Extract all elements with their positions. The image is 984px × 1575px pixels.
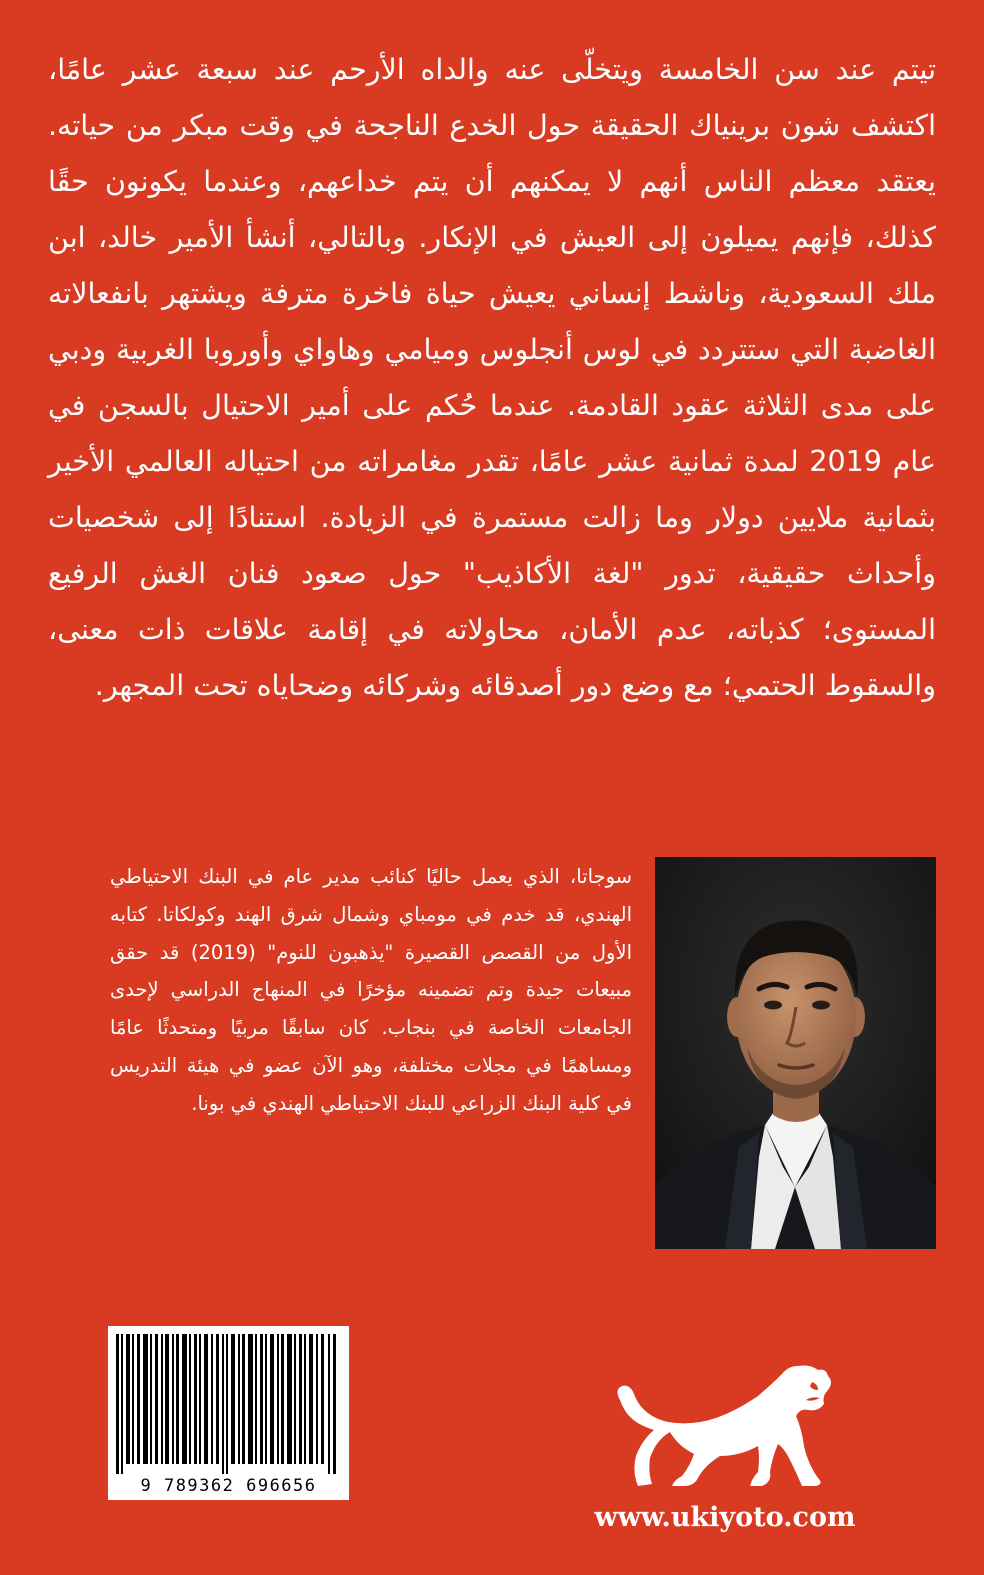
leaping-tiger-logo-icon xyxy=(612,1360,837,1495)
barcode-icon xyxy=(108,1326,349,1476)
author-photo xyxy=(655,857,936,1249)
author-bio: سوجاتا، الذي يعمل حاليًا كنائب مدير عام في البنك الاحتياطي الهندي، قد خدم في مومباي وشمال شرق الهند وكولكاتا. كتابه الأول من القصص القصيرة "يذهبون للنوم" (2019) قد حقق مبيعات جيدة وتم تضمينه مؤخرًا في المنهاج الدراسي لإحدى الجامعات الخاصة في بنجاب. كان سابقًا مربيًا ومتحدثًا عامًا ومساهمًا في مجلات مختلفة، وهو الآن عضو في هيئة التدريس في كلية البنك الزراعي للبنك الاحتياطي الهندي في بونا. xyxy=(110,865,632,1115)
back-cover-blurb: تيتم عند سن الخامسة ويتخلّى عنه والداه الأرحم عند سبعة عشر عامًا، اكتشف شون برينياك الحقيقة حول الخدع الناجحة في وقت مبكر من حياته. يعتقد معظم الناس أنهم لا يمكنهم أن يتم خداعهم، وعندما يكونون حقًا كذلك، فإنهم يميلون إلى العيش في الإنكار. وبالتالي، أنشأ الأمير خالد، ابن ملك السعودية، وناشط إنساني يعيش حياة فاخرة مترفة ويشتهر بانفعالاته الغاضبة التي ستتردد في لوس أنجلوس وميامي وهاواي وأوروبا الغربية ودبي على مدى الثلاثة عقود القادمة. عندما حُكم على أمير الاحتيال بالسجن في عام 2019 لمدة ثمانية عشر عامًا، تقدر مغامراته من احتياله العالمي الأخير بثمانية ملايين دولار وما زالت مستمرة في الزيادة. استنادًا إلى شخصيات وأحداث حقيقية، تدور "لغة الأكاذيب" حول صعود فنان الغش الرفيع المستوى؛ كذباته، عدم الأمان، محاولاته في إقامة علاقات ذات معنى، والسقوط الحتمي؛ مع وضع دور أصدقائه وشركائه وضحاياه تحت المجهر. xyxy=(48,53,936,702)
publisher-logo xyxy=(612,1360,837,1495)
publisher-url: www.ukiyoto.com xyxy=(594,1502,856,1533)
barcode xyxy=(108,1326,349,1500)
barcode-number: 9 789362 696656 xyxy=(140,1476,317,1496)
